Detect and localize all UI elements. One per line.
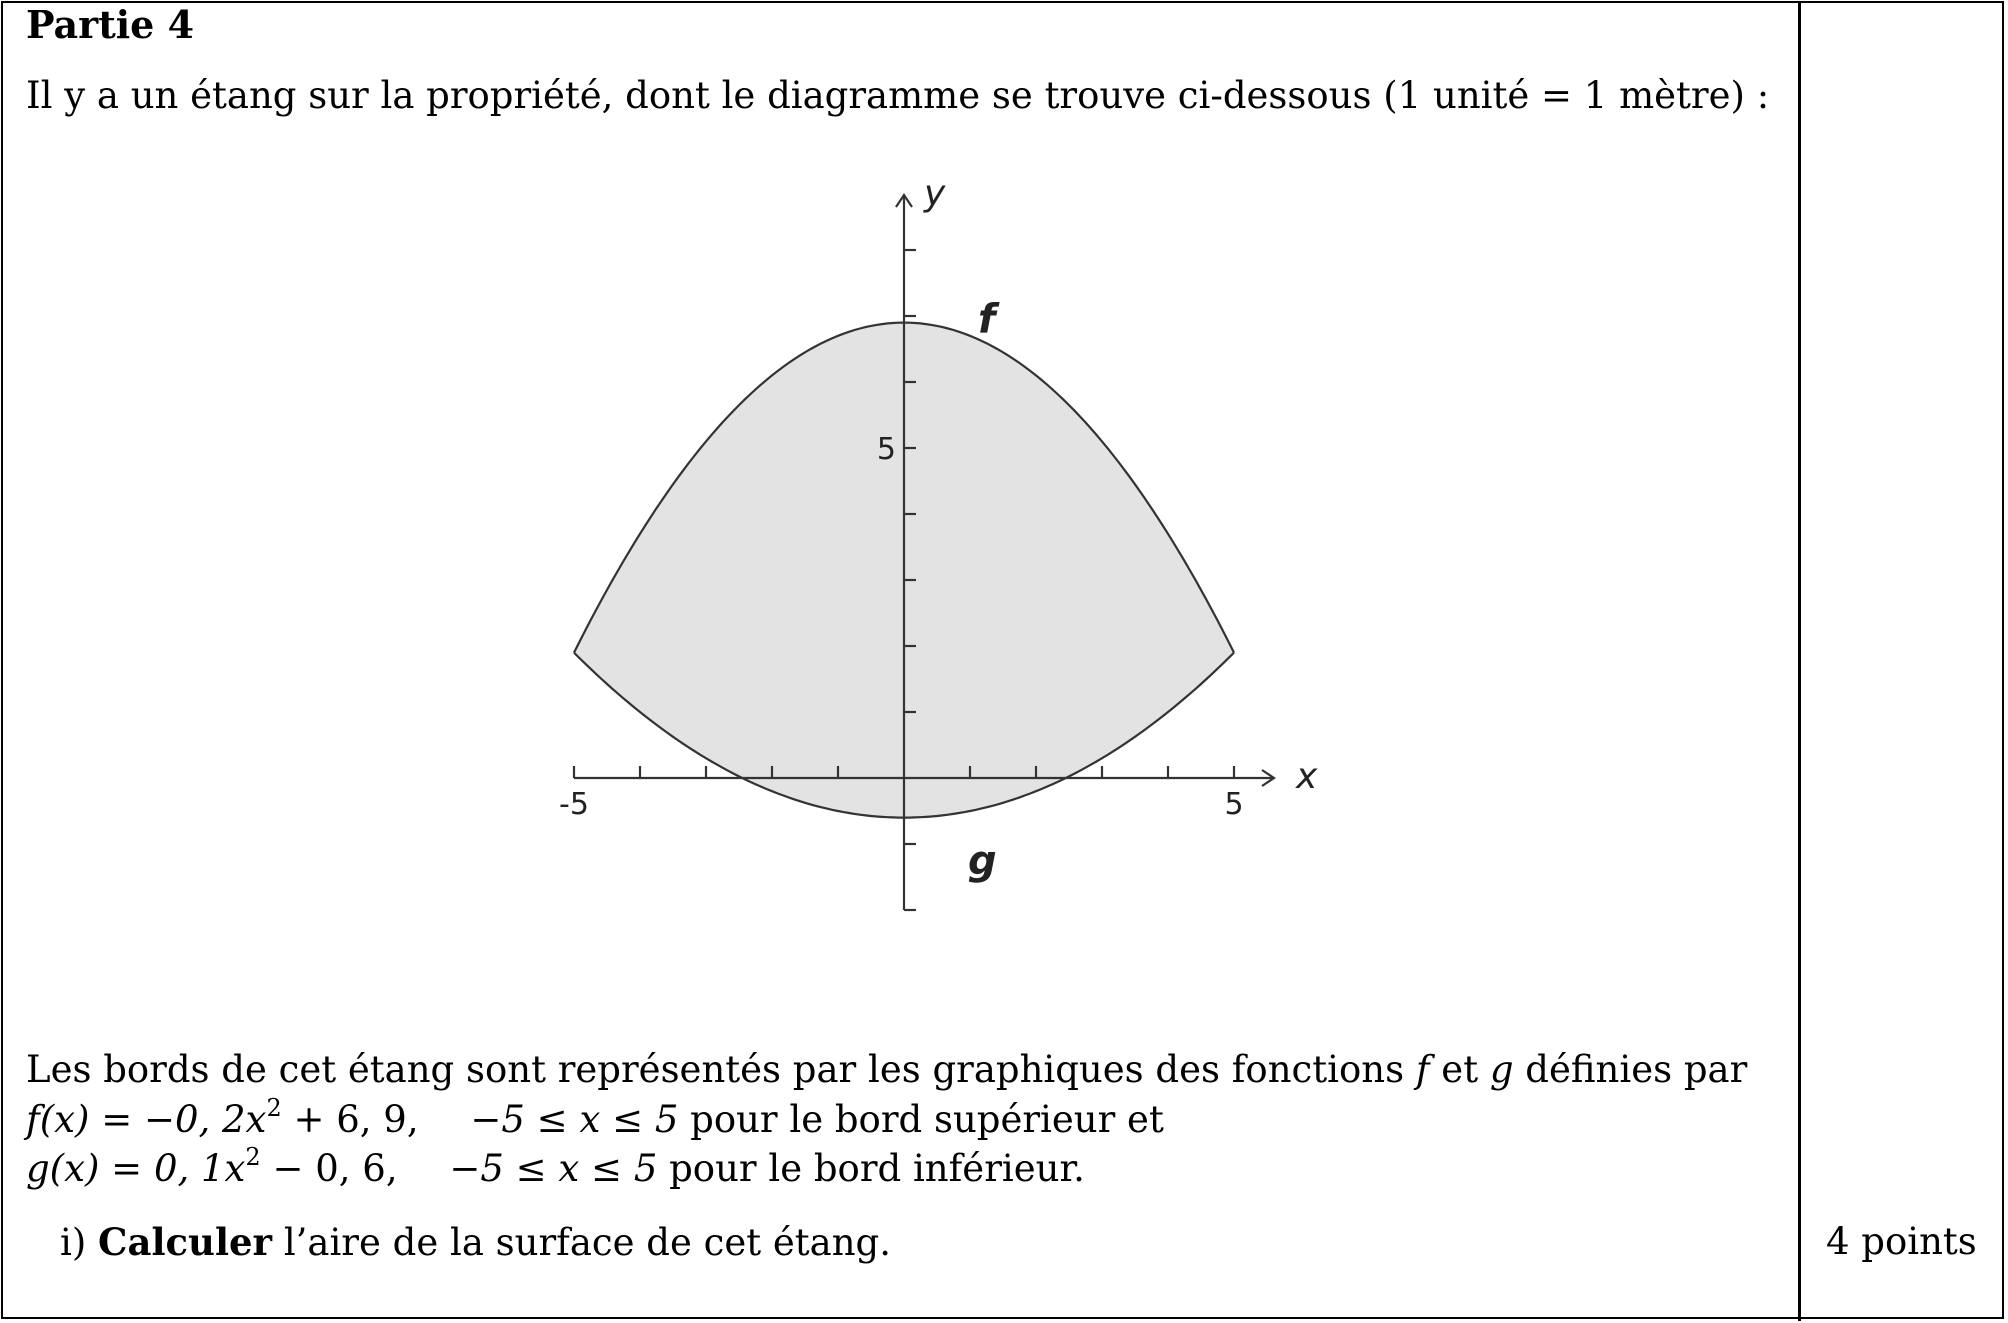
definitions-line-1 <box>26 1048 1747 1091</box>
definitions-text: Les bords de cet étang sont représentés par les graphiques des fonctions <box>26 1048 1405 1091</box>
question-verb: Calculer <box>98 1220 273 1264</box>
g-formula-exponent: 2 <box>245 1143 261 1171</box>
points-value: 4 points <box>1826 1220 1977 1263</box>
definitions-line-2 <box>26 1094 1164 1141</box>
x-tick-label-min: -5 <box>559 787 589 822</box>
x-axis-label: x <box>1296 756 1318 797</box>
definitions-line-3 <box>26 1143 1085 1190</box>
y-axis-label: y <box>924 173 946 214</box>
f-description: pour le bord supérieur et <box>690 1098 1164 1141</box>
function-g-name: g <box>1489 1048 1514 1091</box>
curve-g-label: g <box>968 837 997 884</box>
conjunction: et <box>1441 1048 1479 1091</box>
function-f-name: f <box>1415 1048 1430 1091</box>
g-description: pour le bord inférieur. <box>669 1147 1085 1190</box>
f-domain: −5 ≤ x ≤ 5 <box>470 1098 679 1141</box>
g-formula-lhs: g(x) = 0, 1x <box>26 1147 246 1190</box>
f-formula-lhs: f(x) = −0, 2x <box>26 1098 267 1141</box>
question-text: l’aire de la surface de cet étang. <box>283 1221 891 1264</box>
f-formula-exponent: 2 <box>266 1094 282 1122</box>
question-i <box>60 1220 891 1264</box>
f-formula-rhs: + 6, 9, <box>281 1098 419 1141</box>
definitions-end: définies par <box>1525 1048 1748 1091</box>
g-domain: −5 ≤ x ≤ 5 <box>449 1147 658 1190</box>
points-column-divider <box>1798 1 1801 1321</box>
y-tick-label-5: 5 <box>876 432 896 467</box>
intro-text: Il y a un étang sur la propriété, dont le diagramme se trouve ci-dessous (1 unité = 1 mètre) : <box>26 74 1770 117</box>
question-number: i) <box>60 1221 87 1264</box>
curve-f-label: f <box>978 296 996 343</box>
g-formula-rhs: − 0, 6, <box>260 1147 398 1190</box>
x-tick-label-max: 5 <box>1224 787 1244 822</box>
section-title: Partie 4 <box>26 2 195 47</box>
pond-graph <box>530 170 1350 930</box>
